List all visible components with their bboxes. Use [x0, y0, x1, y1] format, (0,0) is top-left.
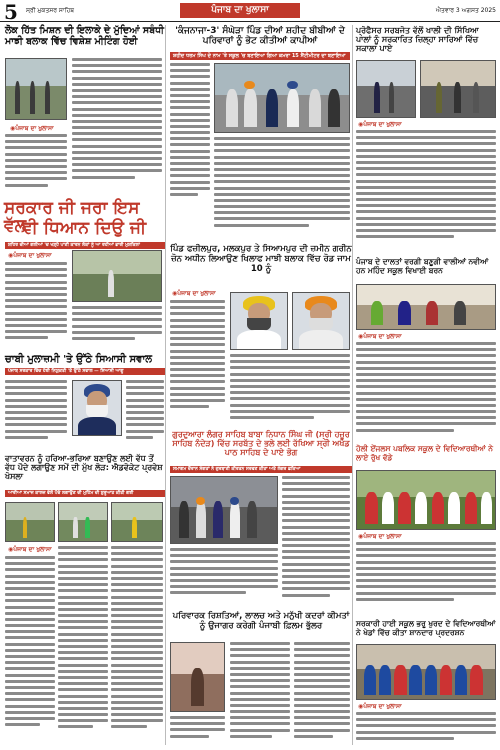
story-photo [356, 470, 496, 530]
story-headline: ਸਰਕਾਰ ਜੀ ਜਰਾ ਇਸ ਵੱਲ [4, 198, 140, 236]
story-headline: ਪ੍ਰੋਫੈਸਰ ਸਰਬਜੋਤ ਵੱਲੋਂ ਖਾਲੀ ਦੀ ਸਿੱਖਿਆ ਪਾਲਾਂ ਨੂੰ ਸਰਕਾਰਿਤ ਜ਼ਿਲ੍ਹਾ ਸਾਰਿਆਂ ਵਿੱਚ ਸਕਾਲਾ ਪਾਏ [356, 26, 479, 54]
section-title: ਪੰਜਾਬ ਦਾ ਖੁਲਾਸਾ [180, 3, 300, 18]
byline: ◉ ਪੰਜਾਬ ਦਾ ਖੁਲਾਸਾ [358, 121, 402, 129]
story-body [356, 130, 496, 250]
paper-name: ਸ੍ਰੀ ਮੁਕਤਸਰ ਸਾਹਿਬ [26, 7, 75, 14]
story-headline: ਪਰਿਵਾਰਕ ਰਿਸ਼ਤਿਆਂ, ਲਾਲਚ ਅਤੇ ਮਨੁੱਖੀ ਕਦਰਾਂ ਕੀਮਤਾਂ ਨੂੰ ਉਜਾਗਰ ਕਰੇਗੀ ਪੰਜਾਬੀ ਫ਼ਿਲਮ ਭੁੱਲਰ [172, 611, 350, 631]
issue-date: ਐਤਵਾਰ 3 ਅਗਸਤ 2025 [435, 7, 496, 14]
story-photo [356, 644, 496, 700]
story-body [356, 342, 496, 442]
masthead [0, 0, 500, 22]
story-headline: ਲੋਕ ਹਿੱਤ ਮਿਸ਼ਨ ਦੀ ਇਲਾਕੇ ਦੇ ਮੁੱਦਿਆਂ ਸਬੰਧੀ ਮਾਝੀ ਬਲਾਕ ਵਿੱਚ ਵਿਸ਼ੇਸ਼ ਮੀਟਿੰਗ ਹੋਈ [5, 25, 164, 47]
story-subheadline: ਸ਼ਹੀਦ ਧਰਮ ਸਿੰਘ ਦੇ ਨਾਮ 'ਤੇ ਸਕੂਲ 'ਚ ਬਣਾਇਆ ਗਿਆ ਕਮਰਾ 15 ਸੈਂਟੀਮੀਟਰ ਦਾ ਬਣਾਇਆ [170, 52, 350, 60]
story-subheadline: ਸ਼ਹਿਰ ਦੀਆਂ ਗਲੀਆਂ 'ਚ ਖੜ੍ਹੇ ਪਾਣੀ ਕਾਰਨ ਲੋਕਾਂ ਨੂੰ ਆ ਰਹੀਆਂ ਭਾਰੀ ਮੁਸ਼ਕਿਲਾਂ [5, 242, 165, 249]
story-photo [170, 476, 278, 544]
story-headline: 'ਕੰਜਨਾਜਾ-3' ਸੰਘੇੜਾ ਪਿੰਡ ਦੀਆਂ ਸ਼ਹੀਦ ਬੀਬੀਆਂ ਦੇ ਪਰਿਵਾਰਾਂ ਨੂੰ ਭੇਟ ਕੀਤੀਆਂ ਕਾਪੀਆਂ [175, 26, 345, 47]
story-photo [5, 58, 67, 120]
story-headline: ਵਾਤਾਵਰਨ ਨੂੰ ਹਰਿਆ-ਭਰਿਆ ਬਣਾਉਣ ਲਈ ਵੱਧ ਤੋਂ ਵੱਧ ਪੌਦੇ ਲਗਾਉਣ ਸਮੇਂ ਦੀ ਮੁੱਖ ਲੋੜ: ਐਡਵੋਕੇਟ ਪ੍ਰਵੇਸ਼ ਖੋਸਲਾ [5, 454, 163, 482]
story-body [111, 546, 163, 746]
story-body [170, 63, 210, 213]
story-body [170, 716, 225, 746]
story-headline: ਪੰਜਾਬ ਦੇ ਦਾਲਤਾਂ ਵਰਗੀ ਬਣੂਗੀ ਵਾਲੀਆਂ ਨਵੀਆਂ ਹਨ ਮਹਿੰਦ ਸਕੂਲ ਵਿਖਾਈ ਬਰਨ [356, 257, 489, 275]
byline: ◉ ਪੰਜਾਬ ਦਾ ਖੁਲਾਸਾ [358, 703, 402, 711]
byline: ◉ ਪੰਜਾਬ ਦਾ ਖੁਲਾਸਾ [8, 546, 52, 554]
story-body [282, 476, 350, 606]
story-body [214, 137, 350, 242]
story-photo [58, 502, 108, 542]
byline: ◉ ਪੰਜਾਬ ਦਾ ਖੁਲਾਸਾ [358, 533, 402, 541]
portrait-photo [72, 380, 122, 436]
story-body [230, 354, 350, 426]
story-photo [170, 642, 225, 712]
story-body [5, 262, 67, 350]
story-body [294, 642, 350, 746]
byline: ◉ ਪੰਜਾਬ ਦਾ ਖੁਲਾਸਾ [10, 125, 54, 133]
story-photo [356, 284, 496, 330]
page-number: 5 [4, 0, 18, 24]
story-photo [5, 502, 55, 542]
story-photo [72, 250, 162, 302]
story-body [170, 300, 225, 426]
story-body [5, 134, 67, 194]
story-body [5, 380, 67, 448]
portrait-photo [230, 292, 288, 350]
story-body [72, 58, 162, 194]
story-headline: ਹੋਲੀ ਏਂਜਲਸ ਪਬਲਿਕ ਸਕੂਲ ਦੇ ਵਿਦਿਆਰਥੀਆਂ ਨੇ ਲਾਏ ਰੁੱਖ ਵੱਡੇ [356, 444, 493, 462]
story-headline: ਪਿੰਡ ਫਜ਼ੀਲਪੁਰ, ਮਲਕਪੁਰ ਤੇ ਸਿਆਮਪੁਰ ਦੀ ਜ਼ਮੀਨ ਗਰੀਨ ਜ਼ੋਨ ਅਧੀਨ ਲਿਆਉਣ ਖਿਲਾਫ ਮਾਝੀ ਬਲਾਕ ਵਿੱਚ ਰੋਡ ਜਾਮ 10 ਨੂੰ [170, 244, 352, 274]
byline: ◉ ਪੰਜਾਬ ਦਾ ਖੁਲਾਸਾ [358, 333, 402, 341]
story-body [5, 556, 55, 746]
byline: ◉ ਪੰਜਾਬ ਦਾ ਖੁਲਾਸਾ [8, 252, 52, 260]
column-rule [352, 25, 353, 745]
story-subheadline: ਪੰਜਾਬ ਸਰਕਾਰ ਵਿੱਚ ਹੋਈ ਨਿਯੁਕਤੀ 'ਤੇ ਉੱਠੇ ਸਵਾਲ — ਸਿਆਸੀ ਆਗੂ [5, 368, 165, 375]
story-headline: ਚਾਬੀ ਮੁਲਾਜ਼ਮੀ 'ਤੇ ਉੱਠੇ ਸਿਆਸੀ ਸਵਾਲ [5, 354, 153, 365]
story-body [356, 712, 496, 746]
story-body [170, 548, 278, 606]
story-headline: ਸਰਕਾਰੀ ਹਾਈ ਸਕੂਲ ਭਰੂ ਖੁਰਦ ਦੇ ਵਿਦਿਆਰਥੀਆਂ ਨੇ ਖੇਡਾਂ ਵਿੱਚ ਕੀਤਾ ਸ਼ਾਨਦਾਰ ਪ੍ਰਦਰਸ਼ਨ [356, 619, 496, 637]
story-headline: ਵੀ ਧਿਆਨ ਦਿਉ ਜੀ [22, 218, 147, 238]
column-rule [165, 25, 166, 745]
story-subheadline: ਸਮਾਗਮ ਦੌਰਾਨ ਸੰਗਤਾਂ ਨੇ ਗੁਰਬਾਣੀ ਕੀਰਤਨ ਸਰਵਣ ਕੀਤਾ ਅਤੇ ਲੰਗਰ ਛਕਿਆ [170, 466, 352, 473]
story-photo [356, 60, 416, 118]
story-subheadline: ਆਰੀਆ ਸਮਾਜ ਕਾਲਜ ਵੱਲੋਂ ਪੌਦੇ ਲਗਾਉਣ ਦੀ ਮੁਹਿੰਮ ਦੀ ਸ਼ੁਰੂਆਤ ਕੀਤੀ ਗਈ [5, 490, 165, 497]
portrait-photo [292, 292, 350, 350]
story-body [356, 542, 496, 612]
story-body [58, 546, 108, 746]
byline: ◉ ਪੰਜਾਬ ਦਾ ਖੁਲਾਸਾ [172, 290, 216, 298]
story-photo [214, 63, 350, 133]
story-photo [420, 60, 496, 118]
story-body [230, 642, 290, 746]
story-photo [111, 502, 163, 542]
story-body [126, 380, 164, 450]
story-body [72, 306, 162, 351]
story-headline: ਗੁਰਦੁਆਰਾ ਲੰਗਰ ਸਾਹਿਬ ਬਾਬਾ ਨਿਧਾਨ ਸਿੰਘ ਜੀ (ਸ੍ਰੀ ਹਜ਼ੂਰ ਸਾਹਿਬ ਨੰਦੇੜ) ਵਿੱਚ ਸਰਬੱਤ ਦੇ ਭਲੇ ਲਈ ਰੱਖਿਆ ਸ੍ਰੀ ਅਖੰਡ ਪਾਠ ਸਾਹਿਬ ਦੇ ਪਾਏ ਭੋਗ [172, 430, 350, 458]
